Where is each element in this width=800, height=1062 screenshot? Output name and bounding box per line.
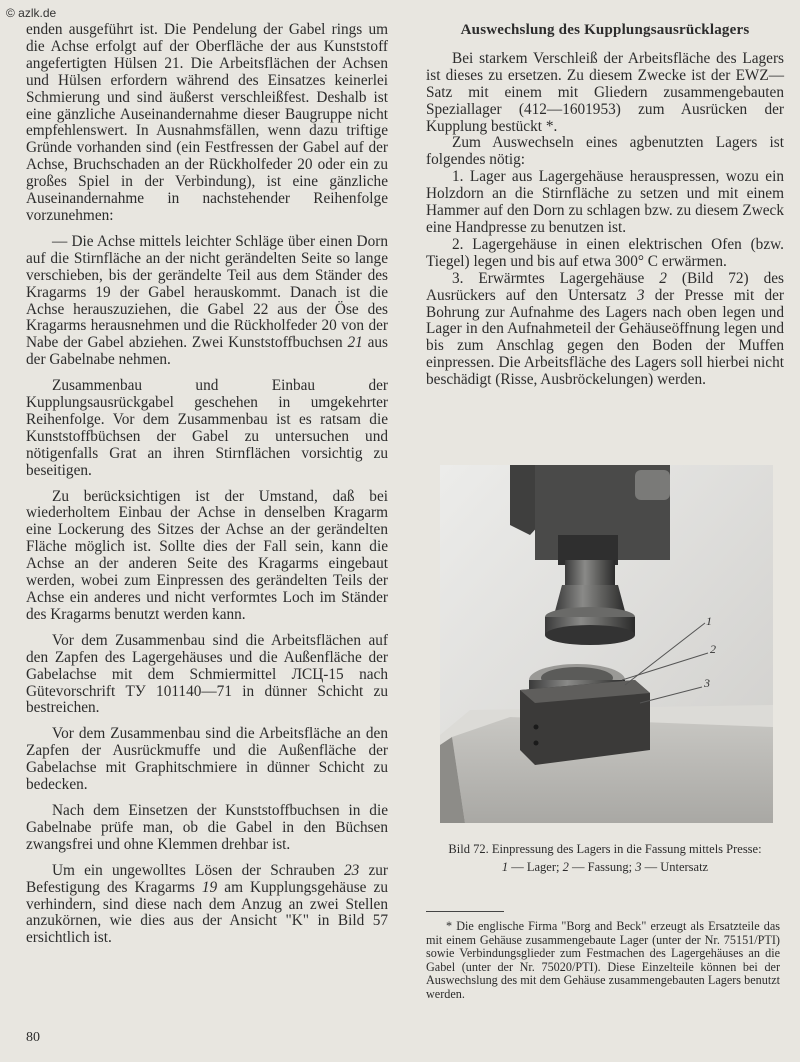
callout-3: 3 [704, 676, 710, 690]
watermark: © azlk.de [6, 6, 57, 20]
footnote-text: * Die englische Firma "Borg and Beck" erzeugt als Ersatzteile das mit einem Gehäuse zusammengebaute Lager (unter der Nr. 75151/PTI) sowie Verbindungsglieder zum Festmachen des Lagergehäuses an die Gabel (unter der Nr. 75020/PTI). Diese Einzelteile können bei der Auswechslung des mit dem Gehäuse zusammengebauten Lagers benutzt werden. [426, 919, 780, 1001]
callout-2: 2 [710, 642, 716, 656]
paragraph: Vor dem Zusammenbau sind die Arbeitsflächen auf den Zapfen des Lagergehäuses und die Außenfläche der Gabelachse mit dem Schmiermittel ЛСЦ-15 nach Gütevorschrift ТУ 101140—71 in dünner Schicht zu bestreichen. [26, 631, 388, 717]
right-column [426, 22, 784, 389]
press-photo [440, 465, 773, 823]
footnote [426, 920, 780, 1001]
caption-title: Bild 72. Einpressung des Lagers in die Fassung mittels Presse: [448, 842, 762, 856]
paragraph: — Die Achse mittels leichter Schläge über einen Dorn auf die Stirnfläche an der nicht gerändelten Seite so lange verschieben, bis der gerändelte Teil aus dem Ständer des Kragarms 19 der Gabel herauskommt. Danach ist die Achse herauszuziehen, die Gabel 22 aus der Öse des Kragarms herausnehmen und die Rückholfeder 20 von der Nabe der Gabel abziehen. Zwei Kunststoffbuchsen 21 aus der Gabelnabe nehmen. [26, 232, 388, 369]
section-heading: Auswechslung des Kupplungsausrücklagers [460, 22, 750, 38]
page-number: 80 [26, 1030, 40, 1045]
caption-legend: 1 — Lager; 2 — Fassung; 3 — Untersatz [501, 860, 709, 874]
paragraph: 3. Erwärmtes Lagergehäuse 2 (Bild 72) des Ausrückers auf den Untersatz 3 der Presse mit der Bohrung zur Aufnahme des Lagers nach oben legen und Lager in den Aufnahmeteil der Gehäuseöffnung legen und bis zum Anschlag gegen den Boden der Muffen einpressen. Die Arbeitsfläche des Lagers soll hierbei nicht beschädigt (Risse, Ausbröckelungen) werden. [426, 269, 784, 389]
footnote-divider [426, 911, 504, 912]
paragraph: Zum Auswechseln eines agbenutzten Lagers ist folgendes nötig: [426, 134, 784, 169]
paragraph: Bei starkem Verschleiß der Arbeitsfläche des Lagers ist dieses zu ersetzen. Zu diesem Zwecke ist der EWZ—Satz mit einem mit Gliedern zusammengebauten Speziallager (412—1601953) zum Ausrücken der Kupplung bestückt *. [426, 49, 784, 135]
paragraph: 2. Lagergehäuse in einen elektrischen Ofen (bzw. Tiegel) legen und bis auf etwa 300° C erwärmen. [426, 235, 784, 270]
callout-1: 1 [706, 614, 712, 628]
figure-caption [426, 842, 784, 874]
left-column [26, 22, 388, 956]
paragraph: 1. Lager aus Lagergehäuse herauspressen, wozu ein Holzdorn an die Stirnfläche zu setzen und mit einem Hammer auf den Dorn zu schlagen bzw. zu diesem Zweck eine Handpresse zu benutzen ist. [426, 168, 784, 236]
paragraph: Zusammenbau und Einbau der Kupplungsausrückgabel geschehen in umgekehrter Reihenfolge. Vor dem Zusammenbau ist es ratsam die Kunststoffbüchsen der Gabel zu untersuchen und nötigenfalls Grat an ihren Stirnflächen vorsichtig zu beseitigen. [26, 377, 388, 479]
paragraph: Vor dem Zusammenbau sind die Arbeitsfläche an den Zapfen der Ausrückmuffe und die Außenfläche der Gabelachse mit Graphitschmiere in dünner Schicht zu bedecken. [26, 725, 388, 794]
paragraph: enden ausgeführt ist. Die Pendelung der Gabel rings um die Achse erfolgt auf der Oberfläche der aus Kunststoff angefertigten Hülsen 21. Die Arbeitsflächen der Achsen und Hülsen erfordern während des Einsatzes keinerlei Schmierung und sind äußerst verschleißfest. Deshalb ist eine gänzliche Auseinandernahme dieser Baugruppe nicht empfehlenswert. In Ausnahmsfällen, wenn dazu triftige Gründe vorhanden sind (ein Festfressen der Gabel auf der Achse, Bruchschaden an der Rückholfeder 20 oder ein zu großes Spiel in der Verbindung), ist eine gänzliche Auseinandernahme in nachstehender Reihenfolge vorzunehmen: [26, 21, 388, 224]
paragraph: Um ein ungewolltes Lösen der Schrauben 23 zur Befestigung des Kragarms 19 am Kupplungsgehäuse zu verhindern, sind diese nach dem Anzug an zwei Stellen anzukörnen, wie dies aus der Ansicht "K" in Bild 57 ersichtlich ist. [26, 861, 389, 947]
paragraph: Zu berücksichtigen ist der Umstand, daß bei wiederholtem Einbau der Achse in denselben Kragarm eine Lockerung des Sitzes der Achse an der gerändelten Fläche möglich ist. Sollte dies der Fall sein, kann die Achse an der anderen Seite des Kragarms eingebaut werden, wobei zum Einpressen des gerändelten Teils der Achse ein anderes und nicht verformtes Loch im Ständer des Kragarms benutzt werden kann. [26, 487, 388, 623]
paragraph: Nach dem Einsetzen der Kunststoffbuchsen in die Gabelnabe prüfe man, ob die Gabel in den Büchsen zwangsfrei und ohne Klemmen drehbar ist. [26, 801, 388, 853]
